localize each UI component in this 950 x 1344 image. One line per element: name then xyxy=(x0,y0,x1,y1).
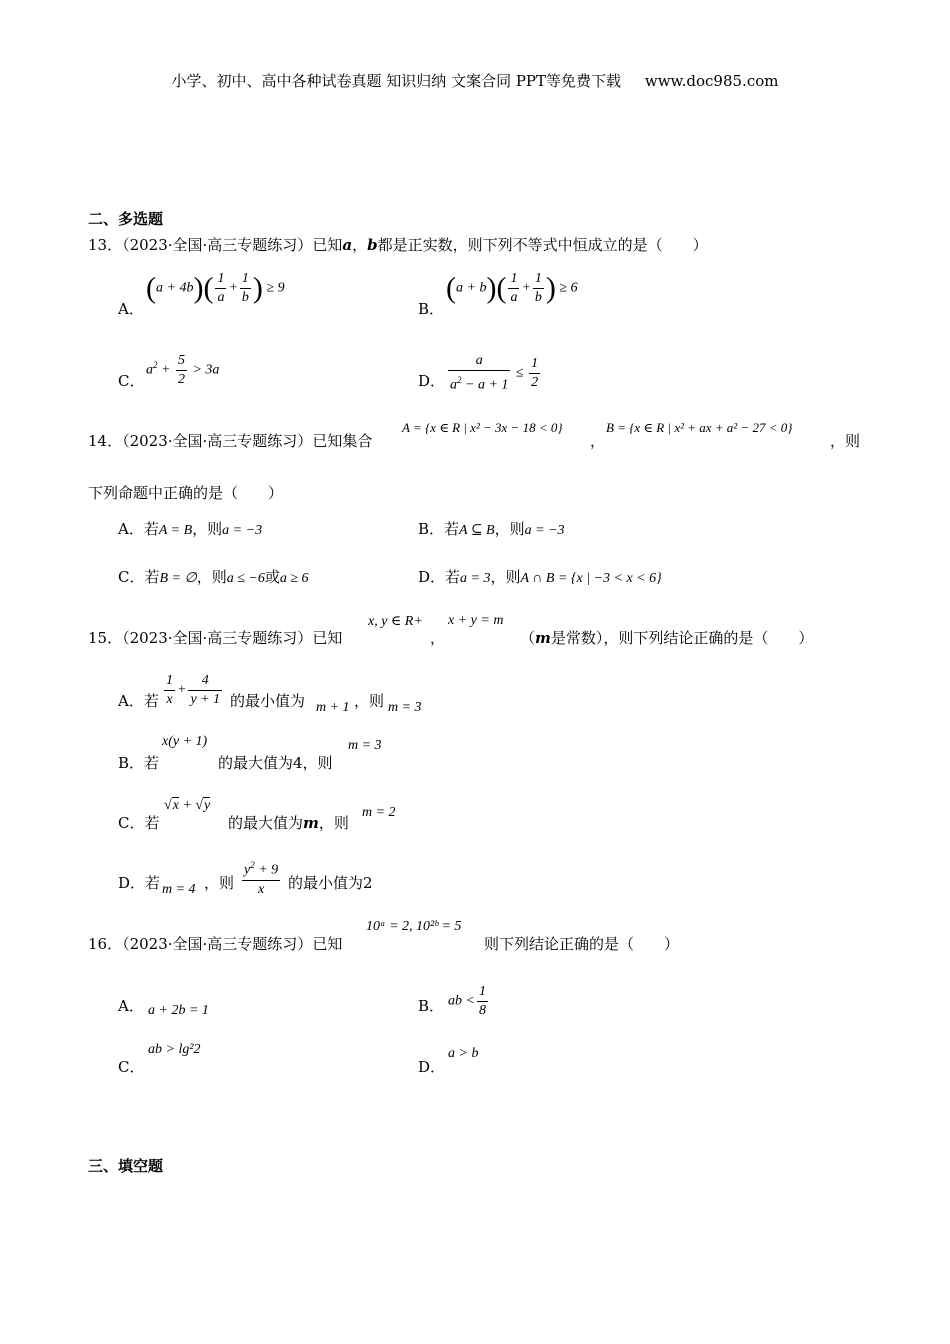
q14-option-c-or: 或 xyxy=(264,568,280,586)
q16-option-a-label: A． xyxy=(118,997,144,1015)
q15-cond1: x, y ∈ R+ xyxy=(368,614,423,629)
q13-stem-part2: 都是正实数，则下列不等式中恒成立的是（ ） xyxy=(377,236,708,254)
q15-option-a-then: ，则 xyxy=(354,692,385,710)
q15-stem-part2: 是常数），则下列结论正确的是（ ） xyxy=(550,629,814,647)
q14-option-b-label: B．若 xyxy=(418,520,460,538)
q13-option-c-expr: $a^2$ + $\frac{5}{2}$ > 3a xyxy=(146,353,220,387)
q15-number: 15． xyxy=(88,629,123,647)
q13-option-d-expr: $\frac{a}{a^2 - a + 1}$ ≤ $\frac{1}{2}$ xyxy=(450,353,539,393)
q14-set-a: A = {x ∈ R | x² − 3x − 18 < 0} xyxy=(402,420,563,435)
q14-option-c-result2: a ≥ 6 xyxy=(279,571,309,586)
q13-option-a-expr: (a + 4b)( $\frac{1}{a}$ + $\frac{1}{b}$ ) ≥ 9 xyxy=(146,271,285,305)
q15-option-d-label: D．若 xyxy=(118,874,161,892)
q13-source: （2023·全国·高三专题练习） xyxy=(122,236,313,254)
q15-var-m: m xyxy=(535,629,551,647)
q16-option-b-label: B． xyxy=(418,997,445,1015)
q13-option-b-expr: (a + b)( $\frac{1}{a}$ + $\frac{1}{b}$ ) ≥ 6 xyxy=(446,271,578,305)
q14-stem-part1: 已知集合 xyxy=(312,432,373,450)
q13-var-b: b xyxy=(367,236,378,254)
q16-option-c-label: C． xyxy=(118,1058,145,1076)
q15-option-d-expr: $\frac{y^2 + 9}{x}$ xyxy=(240,856,282,899)
q14-option-c-cond: B = ∅ xyxy=(159,571,197,586)
q14-source: （2023·全国·高三专题练习） xyxy=(122,432,313,450)
q15-option-d-cond: m = 4 xyxy=(162,882,196,897)
q15-option-c-then: ，则 xyxy=(318,814,349,832)
q14-option-a xyxy=(118,518,262,539)
q14-option-d-cond: a = 3 xyxy=(460,571,491,586)
q15-option-d-then: ，则 xyxy=(204,874,235,892)
q14-option-c xyxy=(118,566,309,587)
q14-option-a-cond: A = B xyxy=(158,523,193,538)
q15-option-c-expr: √x + √y xyxy=(164,798,211,813)
q14-set-b: B = {x ∈ R | x² + ax + a² − 27 < 0} xyxy=(606,420,793,435)
q16-source: （2023·全国·高三专题练习） xyxy=(122,935,313,953)
q15-option-a-label: A．若 xyxy=(118,692,159,710)
q15-stem-end xyxy=(520,627,813,648)
q14-stem-tail: ，则 xyxy=(830,432,861,450)
q13-number: 13． xyxy=(88,236,123,254)
q15-stem-part1: 已知 xyxy=(312,629,343,647)
q16-option-d-expr: a > b xyxy=(448,1046,479,1061)
q14-number: 14． xyxy=(88,432,123,450)
q14-option-a-label: A．若 xyxy=(118,520,159,538)
q13-option-d-label: D． xyxy=(418,372,446,390)
q13-stem xyxy=(88,234,708,255)
q15-option-b-expr: x(y + 1) xyxy=(162,734,208,749)
q16-stem-part2: 则下列结论正确的是（ ） xyxy=(484,935,680,953)
q13-var-a: a xyxy=(342,236,353,254)
q14-stem xyxy=(88,430,372,451)
q15-option-b-label: B．若 xyxy=(118,754,160,772)
q14-option-b xyxy=(418,518,565,539)
q15-paren: （ xyxy=(520,629,536,647)
header-text: 小学、初中、高中各种试卷真题 知识归纳 文案合同 PPT等免费下载 xyxy=(171,72,622,90)
q14-separator: ， xyxy=(590,432,606,450)
page-header xyxy=(0,70,950,91)
header-site: www.doc985.com xyxy=(644,72,779,90)
q14-option-d-then: ，则 xyxy=(490,568,521,586)
q13-option-c-label: C． xyxy=(118,372,145,390)
q15-option-a-mid: 的最小值为 xyxy=(230,692,306,710)
q14-option-b-cond: A ⊆ B xyxy=(459,523,495,538)
q15-option-c-mid-text: 的最大值为 xyxy=(228,814,304,832)
q16-option-a-expr: a + 2b = 1 xyxy=(148,1003,209,1018)
q14-option-b-then: ，则 xyxy=(494,520,525,538)
q16-number: 16． xyxy=(88,935,123,953)
q14-option-c-then: ，则 xyxy=(196,568,227,586)
q16-option-d-label: D． xyxy=(418,1058,446,1076)
q13-stem-part1: 已知 xyxy=(312,236,343,254)
q16-stem-part1: 已知 xyxy=(312,935,343,953)
q15-stem-start xyxy=(88,627,342,648)
q15-option-b-result: m = 3 xyxy=(348,738,382,753)
q15-option-a-expr: $\frac{1}{x}$ + $\frac{4}{y + 1}$ xyxy=(166,673,221,707)
q15-option-c-var-m: m xyxy=(303,814,319,832)
q13-option-b-label: B． xyxy=(418,300,445,318)
q13-option-a-label: A． xyxy=(118,300,144,318)
q15-option-a-value: m + 1 xyxy=(316,700,350,715)
q15-option-c-mid xyxy=(228,812,349,833)
q15-option-a-result: m = 3 xyxy=(388,700,422,715)
q14-option-c-label: C．若 xyxy=(118,568,160,586)
q15-source: （2023·全国·高三专题练习） xyxy=(122,629,313,647)
q14-option-d xyxy=(418,566,662,587)
q14-option-d-result: A ∩ B = {x | −3 < x < 6} xyxy=(520,571,662,586)
q13-comma: ， xyxy=(352,236,368,254)
q14-stem-line2: 下列命题中正确的是（ ） xyxy=(88,484,284,502)
q14-option-d-label: D．若 xyxy=(418,568,461,586)
section-title-multi-choice: 二、多选题 xyxy=(88,210,164,228)
q14-option-a-result: a = −3 xyxy=(222,523,263,538)
q15-option-d-tail: 的最小值为2 xyxy=(288,874,373,892)
q14-option-c-result1: a ≤ −6 xyxy=(226,571,265,586)
q15-option-c-result: m = 2 xyxy=(362,805,396,820)
q16-stem-start xyxy=(88,933,342,954)
q16-option-b-expr-text: ab < xyxy=(448,993,475,1009)
q16-condition: 10ᵃ = 2, 10²ᵇ = 5 xyxy=(366,919,462,934)
q14-option-b-result: a = −3 xyxy=(524,523,565,538)
section-title-fill-in: 三、填空题 xyxy=(88,1157,164,1175)
q14-option-a-then: ，则 xyxy=(192,520,223,538)
q16-option-c-expr: ab > lg²2 xyxy=(148,1042,201,1057)
q16-option-b-expr: ab < $\frac{1}{8}$ xyxy=(448,984,486,1018)
q15-option-b-mid: 的最大值为4，则 xyxy=(218,754,333,772)
q15-cond2: x + y = m xyxy=(448,613,504,628)
q15-option-c-label: C．若 xyxy=(118,814,160,832)
q15-separator: ， xyxy=(430,629,446,647)
